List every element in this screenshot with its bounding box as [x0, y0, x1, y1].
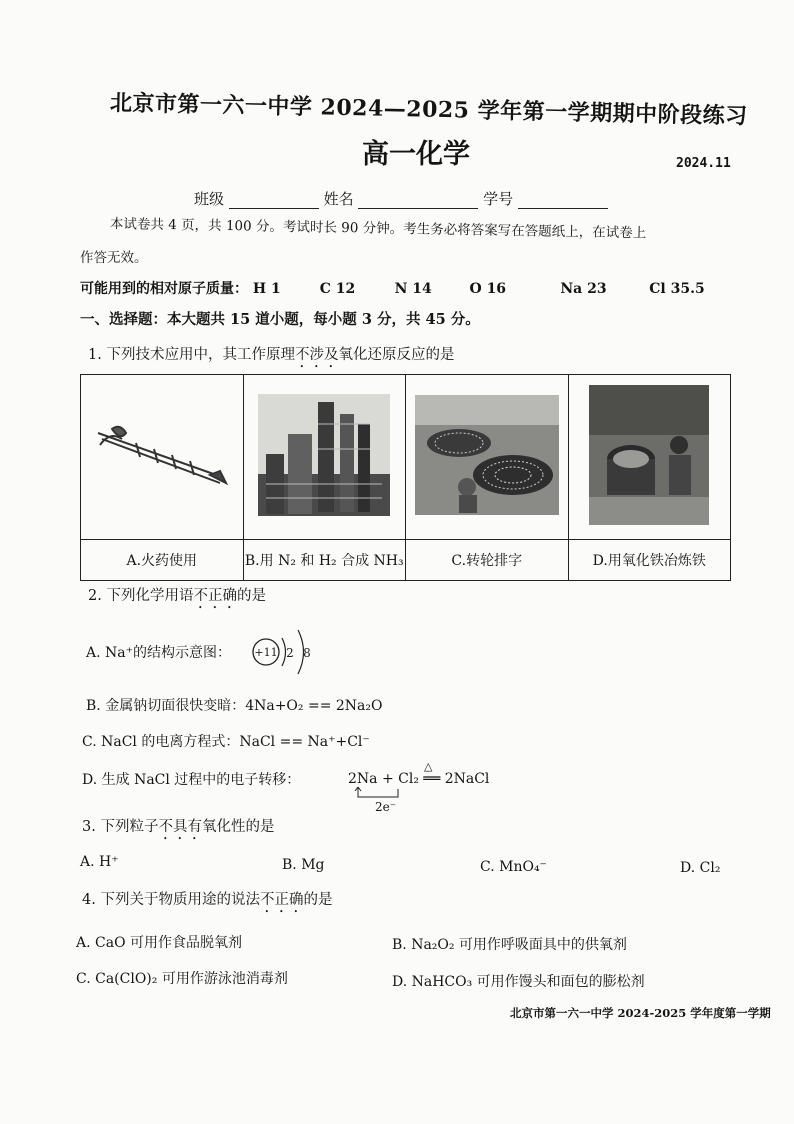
q2-stem-pre: 2. 下列化学用语: [88, 588, 194, 604]
atomic-masses: [80, 278, 705, 298]
q2-option-c[interactable]: C. NaCl 的电离方程式：NaCl == Na⁺+Cl⁻: [82, 734, 370, 750]
nucleus-charge: +11: [254, 646, 278, 659]
mass-h: H 1: [252, 281, 281, 297]
q4-stem-pre: 4. 下列关于物质用途的说法: [82, 892, 260, 908]
q4-option-b[interactable]: B. Na₂O₂ 可用作呼吸面具中的供氧剂: [392, 937, 627, 953]
q3-option-c[interactable]: C. MnO₄⁻: [480, 859, 547, 875]
q2-option-d[interactable]: D. 生成 NaCl 过程中的电子转移：: [82, 772, 301, 788]
q3-stem-pre: 3. 下列粒子: [82, 819, 159, 835]
q4-option-c[interactable]: C. Ca(ClO)₂ 可用作游泳池消毒剂: [76, 971, 288, 987]
q1-stem-pre: 1. 下列技术应用中，其工作原理: [88, 347, 295, 363]
rotary-type-wheel-image: [415, 395, 559, 515]
page-footer: 北京市第一六一中学 2024-2025 学年度第一学期: [510, 1006, 771, 1020]
id-blank[interactable]: [518, 192, 608, 209]
q2-stem-emphasis: 不正确: [193, 588, 237, 604]
q2-stem-post: 的是: [236, 588, 266, 604]
electron-transfer-bracket: [354, 787, 410, 801]
ammonia-plant-image: [258, 394, 390, 516]
q3-stem-post: 氧化性的是: [201, 819, 275, 835]
mass-na: Na 23: [560, 281, 607, 297]
q3-option-b[interactable]: B. Mg: [282, 857, 325, 873]
q1-option-d[interactable]: D.用氧化铁冶炼铁: [568, 540, 731, 581]
instructions-line-2: 作答无效。: [80, 250, 148, 266]
q1-stem-post: 氧化还原反应的是: [338, 347, 455, 363]
section-heading: 一、选择题：本大题共 15 道小题，每小题 3 分，共 45 分。: [80, 311, 480, 328]
exam-date: 2024.11: [676, 156, 731, 171]
q1-image-a-cell: [81, 375, 244, 540]
question-1-stem: [88, 343, 454, 371]
subject-title: 高一化学: [362, 139, 470, 170]
question-3-stem: [82, 815, 274, 843]
q2-d-equation: 2Na + Cl₂ ══ 2NaCl: [348, 771, 490, 787]
q2-option-b[interactable]: B. 金属钠切面很快变暗：4Na+O₂ == 2Na₂O: [86, 698, 383, 714]
q4-option-d[interactable]: D. NaHCO₃ 可用作馒头和面包的膨松剂: [392, 974, 645, 990]
shell-arc-1: [282, 638, 286, 666]
q1-image-c-cell: [406, 375, 569, 540]
iron-smelting-image: [589, 385, 709, 525]
question-1-image-table: [80, 374, 731, 581]
question-4-stem: [82, 888, 332, 916]
q4-stem-post: 的是: [303, 892, 333, 908]
q1-option-a[interactable]: A.火药使用: [81, 540, 244, 581]
mass-cl: Cl 35.5: [649, 281, 705, 297]
id-label: 学号: [483, 190, 514, 208]
q1-stem-emphasis: 不涉及: [294, 347, 339, 363]
rocket-sketch-image: [92, 415, 232, 495]
mass-n: N 14: [394, 281, 432, 297]
mass-c: C 12: [319, 281, 356, 297]
na-ion-structure-diagram: [250, 622, 320, 682]
q1-image-b-cell: [243, 375, 406, 540]
q3-stem-emphasis: 不具有: [158, 819, 202, 835]
name-label: 姓名: [323, 190, 354, 208]
q1-image-d-cell: [568, 375, 731, 540]
shell-2-electrons: 8: [303, 646, 311, 660]
q3-option-d[interactable]: D. Cl₂: [680, 860, 721, 876]
q4-stem-emphasis: 不正确: [259, 892, 304, 908]
heat-delta-symbol: △: [424, 760, 433, 773]
atomic-masses-label: 可能用到的相对原子质量：: [80, 281, 248, 297]
question-2-stem: [88, 584, 266, 612]
student-info-fields: [194, 188, 608, 209]
name-blank[interactable]: [358, 192, 478, 209]
q4-option-a[interactable]: A. CaO 可用作食品脱氧剂: [76, 935, 242, 951]
instructions-line-1: 本试卷共 4 页，共 100 分。考试时长 90 分钟。考生务必将答案写在答题纸上，在试卷上: [109, 216, 647, 242]
exam-title: 北京市第一六一中学 2024—2025 学年第一学期期中阶段练习: [109, 90, 748, 130]
q2-option-a[interactable]: A. Na⁺的结构示意图：: [86, 645, 231, 661]
q3-option-a[interactable]: A. H⁺: [80, 854, 119, 870]
class-blank[interactable]: [229, 192, 319, 209]
class-label: 班级: [194, 190, 225, 208]
q1-option-c[interactable]: C.转轮排字: [406, 540, 569, 581]
mass-o: O 16: [469, 281, 507, 297]
q1-option-b[interactable]: B.用 N₂ 和 H₂ 合成 NH₃: [243, 540, 406, 581]
shell-1-electrons: 2: [286, 646, 294, 660]
electron-transfer-label: 2e⁻: [375, 800, 397, 814]
